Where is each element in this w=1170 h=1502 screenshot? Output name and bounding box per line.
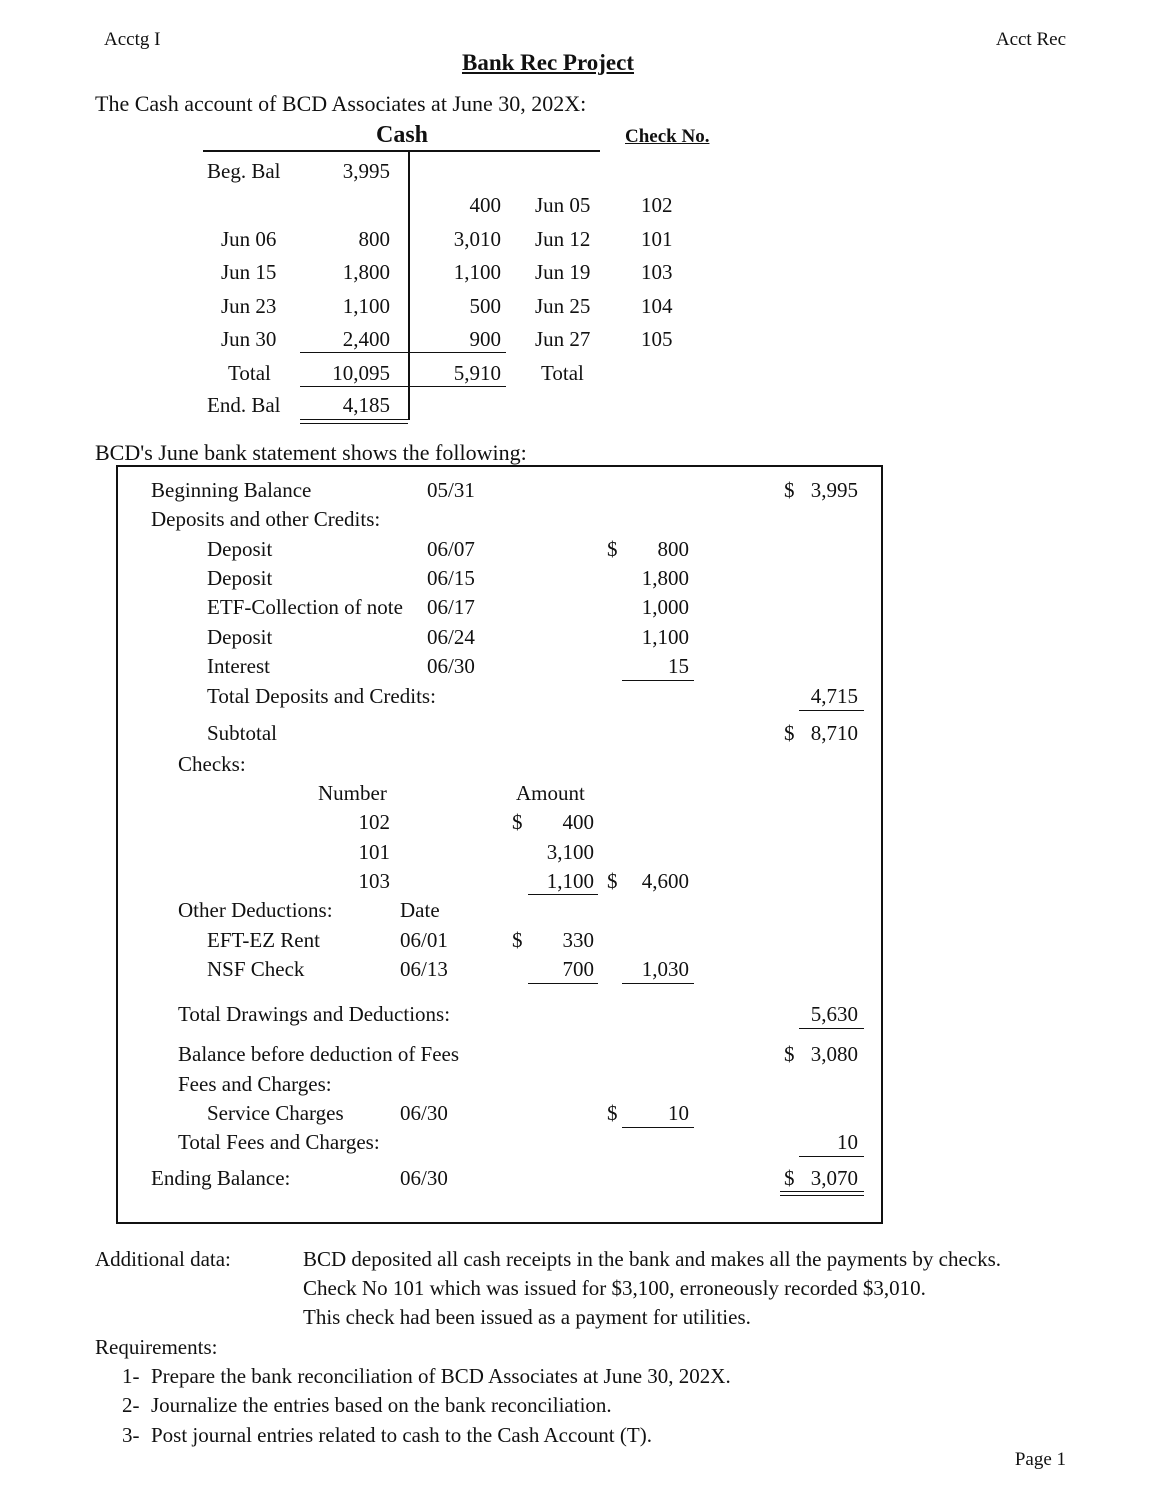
total-credit: 5,910 (453, 361, 501, 385)
check-number: 101 (358, 840, 390, 864)
dollar-sign: $ (607, 537, 618, 561)
ending-double-rule-2 (780, 1195, 864, 1196)
subtotal-amount: 8,710 (810, 721, 858, 745)
t-account-title: Cash (375, 122, 429, 148)
deposit-date: 06/30 (427, 654, 475, 678)
course-label: Acctg I (104, 29, 161, 50)
checks-rule (528, 894, 598, 895)
page-number: Page 1 (1014, 1449, 1066, 1470)
deposit-label: Deposit (207, 566, 273, 590)
checks-total-amount: 4,600 (641, 869, 689, 893)
check-number: 105 (641, 327, 673, 351)
credit-total-underline (410, 386, 506, 387)
total-deposits-amount: 4,715 (810, 684, 858, 708)
check-number: 102 (358, 810, 390, 834)
deposit-label: Interest (207, 654, 270, 678)
ending-balance-date: 06/30 (400, 1166, 448, 1190)
total-deposits-label: Total Deposits and Credits: (207, 684, 436, 708)
credit-amount: 3,010 (453, 227, 501, 251)
deduction-amount: 330 (562, 928, 594, 952)
credit-date: Jun 19 (535, 260, 591, 284)
credit-amount: 500 (469, 294, 501, 318)
beginning-balance-date: 05/31 (427, 478, 475, 502)
deduction-label: EFT-EZ Rent (207, 928, 320, 952)
debit-amount: 800 (358, 227, 390, 251)
requirement-text: Journalize the entries based on the bank reconciliation. (151, 1393, 612, 1417)
other-deductions-header: Other Deductions: (178, 898, 333, 922)
deduction-date: 06/13 (400, 957, 448, 981)
service-charges-amount: 10 (668, 1101, 689, 1125)
end-bal-double-rule-2 (300, 423, 408, 424)
deposit-amount: 1,000 (641, 595, 689, 619)
dollar-sign: $ (512, 810, 523, 834)
ending-balance-amount: 3,070 (810, 1166, 858, 1190)
page-title: Bank Rec Project (461, 50, 635, 75)
debit-total-rule (300, 352, 408, 353)
deposits-rule (622, 680, 694, 681)
t-account-vertical-line (408, 150, 410, 420)
service-charges-label: Service Charges (207, 1101, 344, 1125)
requirement-text: Post journal entries related to cash to the Cash Account (T). (151, 1423, 652, 1447)
other-date-header: Date (400, 898, 440, 922)
dollar-sign: $ (512, 928, 523, 952)
credit-date: Jun 25 (535, 294, 591, 318)
deposit-date: 06/15 (427, 566, 475, 590)
beg-bal-value: 3,995 (342, 159, 390, 183)
total-deposits-rule (799, 710, 864, 711)
check-amount: 1,100 (546, 869, 594, 893)
checks-number-header: Number (318, 781, 387, 805)
deduction-label: NSF Check (207, 957, 305, 981)
credit-total-rule (410, 352, 506, 353)
credit-date: Jun 27 (535, 327, 591, 351)
requirement-number: 3- (122, 1423, 140, 1447)
check-amount: 400 (562, 810, 594, 834)
debit-date: Jun 15 (221, 260, 277, 284)
deposit-date: 06/17 (427, 595, 475, 619)
dollar-sign: $ (784, 1042, 795, 1066)
service-charges-date: 06/30 (400, 1101, 448, 1125)
deposit-date: 06/24 (427, 625, 475, 649)
end-bal-value: 4,185 (342, 393, 390, 417)
credit-amount: 900 (469, 327, 501, 351)
check-amount: 3,100 (546, 840, 594, 864)
total-fees-rule (799, 1156, 864, 1157)
end-bal-double-rule-1 (300, 419, 408, 420)
total-fees-label: Total Fees and Charges: (178, 1130, 380, 1154)
total-drawings-rule (799, 1028, 864, 1029)
requirements-label: Requirements: (95, 1335, 218, 1359)
topic-label: Acct Rec (995, 29, 1066, 50)
service-charges-rule (622, 1127, 694, 1128)
additional-data-line: Check No 101 which was issued for $3,100, erroneously recorded $3,010. (303, 1276, 926, 1300)
deduction-date: 06/01 (400, 928, 448, 952)
checks-amount-header: Amount (516, 781, 585, 805)
credit-date: Jun 12 (535, 227, 591, 251)
check-number: 102 (641, 193, 673, 217)
deposit-amount: 1,800 (641, 566, 689, 590)
subtotal-label: Subtotal (207, 721, 278, 745)
beginning-balance-label: Beginning Balance (151, 478, 312, 502)
total-drawings-amount: 5,630 (810, 1002, 858, 1026)
deposit-date: 06/07 (427, 537, 475, 561)
dollar-sign: $ (607, 869, 618, 893)
ending-double-rule-1 (780, 1191, 864, 1192)
requirement-number: 2- (122, 1393, 140, 1417)
t-account-top-line (203, 150, 600, 152)
credit-amount: 400 (469, 193, 501, 217)
check-no-header: Check No. (625, 126, 710, 147)
deposit-label: ETF-Collection of note (207, 595, 403, 619)
deposit-label: Deposit (207, 537, 273, 561)
total-label: Total (228, 361, 271, 385)
dollar-sign: $ (784, 721, 795, 745)
check-number: 101 (641, 227, 673, 251)
additional-data-label: Additional data: (95, 1247, 231, 1271)
check-number: 104 (641, 294, 673, 318)
bank-statement-intro: BCD's June bank statement shows the following: (95, 440, 527, 465)
deductions-rule (528, 983, 598, 984)
debit-amount: 1,800 (342, 260, 390, 284)
deduction-amount: 700 (562, 957, 594, 981)
dollar-sign: $ (607, 1101, 618, 1125)
additional-data-line: This check had been issued as a payment for utilities. (303, 1305, 751, 1329)
total-label-right: Total (541, 361, 584, 385)
beginning-balance-amount: 3,995 (810, 478, 858, 502)
requirement-text: Prepare the bank reconciliation of BCD Associates at June 30, 202X. (151, 1364, 731, 1388)
additional-data-line: BCD deposited all cash receipts in the bank and makes all the payments by checks. (303, 1247, 1002, 1271)
other-total-rule (622, 983, 694, 984)
debit-date: Jun 30 (221, 327, 277, 351)
deposit-amount: 1,100 (641, 625, 689, 649)
cash-account-intro: The Cash account of BCD Associates at June 30, 202X: (95, 91, 587, 116)
total-fees-amount: 10 (837, 1130, 858, 1154)
checks-header: Checks: (178, 752, 246, 776)
check-number: 103 (358, 869, 390, 893)
dollar-sign: $ (784, 1166, 795, 1190)
end-bal-label: End. Bal (207, 393, 281, 417)
debit-date: Jun 23 (221, 294, 277, 318)
deposits-header: Deposits and other Credits: (151, 507, 381, 531)
credit-date: Jun 05 (535, 193, 591, 217)
balance-before-fees-amount: 3,080 (810, 1042, 858, 1066)
requirement-number: 1- (122, 1364, 140, 1388)
total-drawings-label: Total Drawings and Deductions: (178, 1002, 451, 1026)
deposit-label: Deposit (207, 625, 273, 649)
total-debit: 10,095 (332, 361, 390, 385)
dollar-sign: $ (784, 478, 795, 502)
debit-amount: 2,400 (342, 327, 390, 351)
balance-before-fees-label: Balance before deduction of Fees (178, 1042, 460, 1066)
debit-date: Jun 06 (221, 227, 277, 251)
ending-balance-label: Ending Balance: (151, 1166, 291, 1190)
other-total-amount: 1,030 (641, 957, 689, 981)
fees-header: Fees and Charges: (178, 1072, 332, 1096)
check-number: 103 (641, 260, 673, 284)
beg-bal-label: Beg. Bal (207, 159, 281, 183)
deposit-amount: 800 (657, 537, 689, 561)
credit-amount: 1,100 (453, 260, 501, 284)
deposit-amount: 15 (668, 654, 689, 678)
debit-amount: 1,100 (342, 294, 390, 318)
debit-total-underline (300, 386, 408, 387)
